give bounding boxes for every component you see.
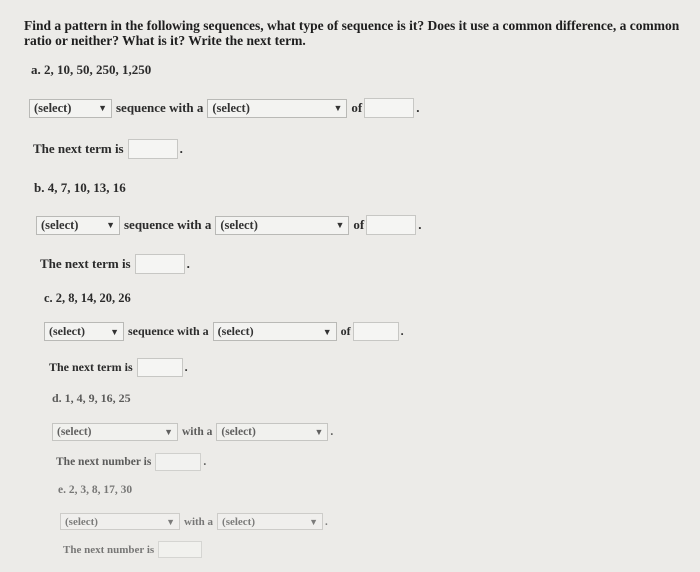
dropdown-arrow-icon: ▼	[110, 326, 119, 337]
dropdown-arrow-icon: ▼	[314, 427, 324, 437]
sequence-e-pattern-select[interactable]	[217, 513, 323, 530]
period-text: .	[418, 217, 422, 232]
period-text: .	[325, 515, 328, 528]
select-value: (select)	[57, 426, 92, 438]
sequence-e-type-select[interactable]	[60, 513, 180, 530]
sequence-b-pattern-select[interactable]	[215, 216, 349, 235]
sequence-a-label: a. 2, 10, 50, 250, 1,250	[31, 62, 152, 77]
sequence-a-type-select[interactable]	[29, 99, 112, 118]
period-text: .	[179, 141, 183, 156]
sequence-b-answer-row	[36, 215, 421, 235]
sequence-e-next-input[interactable]	[158, 541, 202, 558]
sequence-b-next-row	[40, 254, 190, 274]
sequence-e-label: e. 2, 3, 8, 17, 30	[58, 484, 133, 496]
of-text: of	[353, 217, 365, 232]
sequence-d-type-select[interactable]	[52, 423, 178, 441]
sequence-d-label: d. 1, 4, 9, 16, 25	[52, 391, 131, 405]
sequence-b-next-input[interactable]	[135, 254, 185, 274]
sequence-c-value-input[interactable]	[353, 322, 399, 341]
select-value: (select)	[220, 217, 258, 232]
sequence-b-value-input[interactable]	[366, 215, 416, 235]
sequence-e-next-row	[63, 541, 202, 558]
sequence-d-answer-row	[52, 423, 333, 441]
select-value: (select)	[222, 515, 256, 528]
period-text: .	[400, 324, 404, 338]
sequence-with-a-text: sequence with a	[116, 100, 204, 115]
with-a-text: with a	[182, 426, 213, 438]
next-term-label: The next term is	[33, 141, 124, 156]
sequence-d-next-input[interactable]	[155, 453, 201, 471]
sequence-c-next-input[interactable]	[137, 358, 183, 377]
select-value: (select)	[212, 100, 250, 115]
next-term-label: The next term is	[40, 256, 131, 271]
period-text: .	[184, 360, 188, 374]
select-value: (select)	[49, 324, 85, 338]
of-text: of	[351, 100, 363, 115]
sequence-c-pattern-select[interactable]	[213, 322, 337, 341]
of-text: of	[340, 324, 351, 338]
select-value: (select)	[221, 426, 256, 438]
sequence-c-answer-row	[44, 322, 404, 341]
sequence-e-answer-row	[60, 513, 328, 530]
sequence-c-next-row	[49, 358, 188, 377]
next-number-label: The next number is	[63, 543, 155, 556]
dropdown-arrow-icon: ▼	[98, 103, 107, 113]
next-number-label: The next number is	[56, 456, 152, 468]
dropdown-arrow-icon: ▼	[106, 220, 115, 230]
sequence-d-pattern-select[interactable]	[216, 423, 328, 441]
sequence-a-pattern-select[interactable]	[207, 99, 347, 118]
sequence-c-label: c. 2, 8, 14, 20, 26	[44, 291, 131, 305]
period-text: .	[186, 256, 190, 271]
sequence-b-label: b. 4, 7, 10, 13, 16	[34, 180, 126, 195]
with-a-text: with a	[184, 515, 214, 528]
dropdown-arrow-icon: ▼	[164, 427, 173, 437]
select-value: (select)	[65, 515, 98, 528]
sequence-a-next-input[interactable]	[128, 139, 178, 159]
select-value: (select)	[34, 100, 72, 115]
dropdown-arrow-icon: ▼	[322, 326, 332, 337]
sequence-d-next-row	[56, 453, 206, 471]
select-value: (select)	[41, 217, 79, 232]
sequence-a-answer-row	[29, 98, 419, 118]
sequence-with-a-text: sequence with a	[124, 217, 212, 232]
sequence-b-type-select[interactable]	[36, 216, 120, 235]
question-text: Find a pattern in the following sequences, what type of sequence is it? Does it use a common difference, a common ratio or neither? What is it? Write the next term.	[24, 18, 680, 48]
period-text: .	[330, 426, 334, 438]
next-term-label: The next term is	[49, 360, 133, 374]
sequence-c-type-select[interactable]	[44, 322, 124, 341]
period-text: .	[416, 100, 420, 115]
dropdown-arrow-icon: ▼	[166, 516, 175, 527]
sequence-a-value-input[interactable]	[364, 98, 414, 118]
sequence-with-a-text: sequence with a	[128, 324, 209, 338]
dropdown-arrow-icon: ▼	[335, 220, 345, 230]
dropdown-arrow-icon: ▼	[333, 103, 343, 113]
sequence-a-next-row	[33, 139, 183, 159]
dropdown-arrow-icon: ▼	[309, 516, 319, 527]
period-text: .	[203, 456, 207, 468]
select-value: (select)	[217, 324, 254, 338]
